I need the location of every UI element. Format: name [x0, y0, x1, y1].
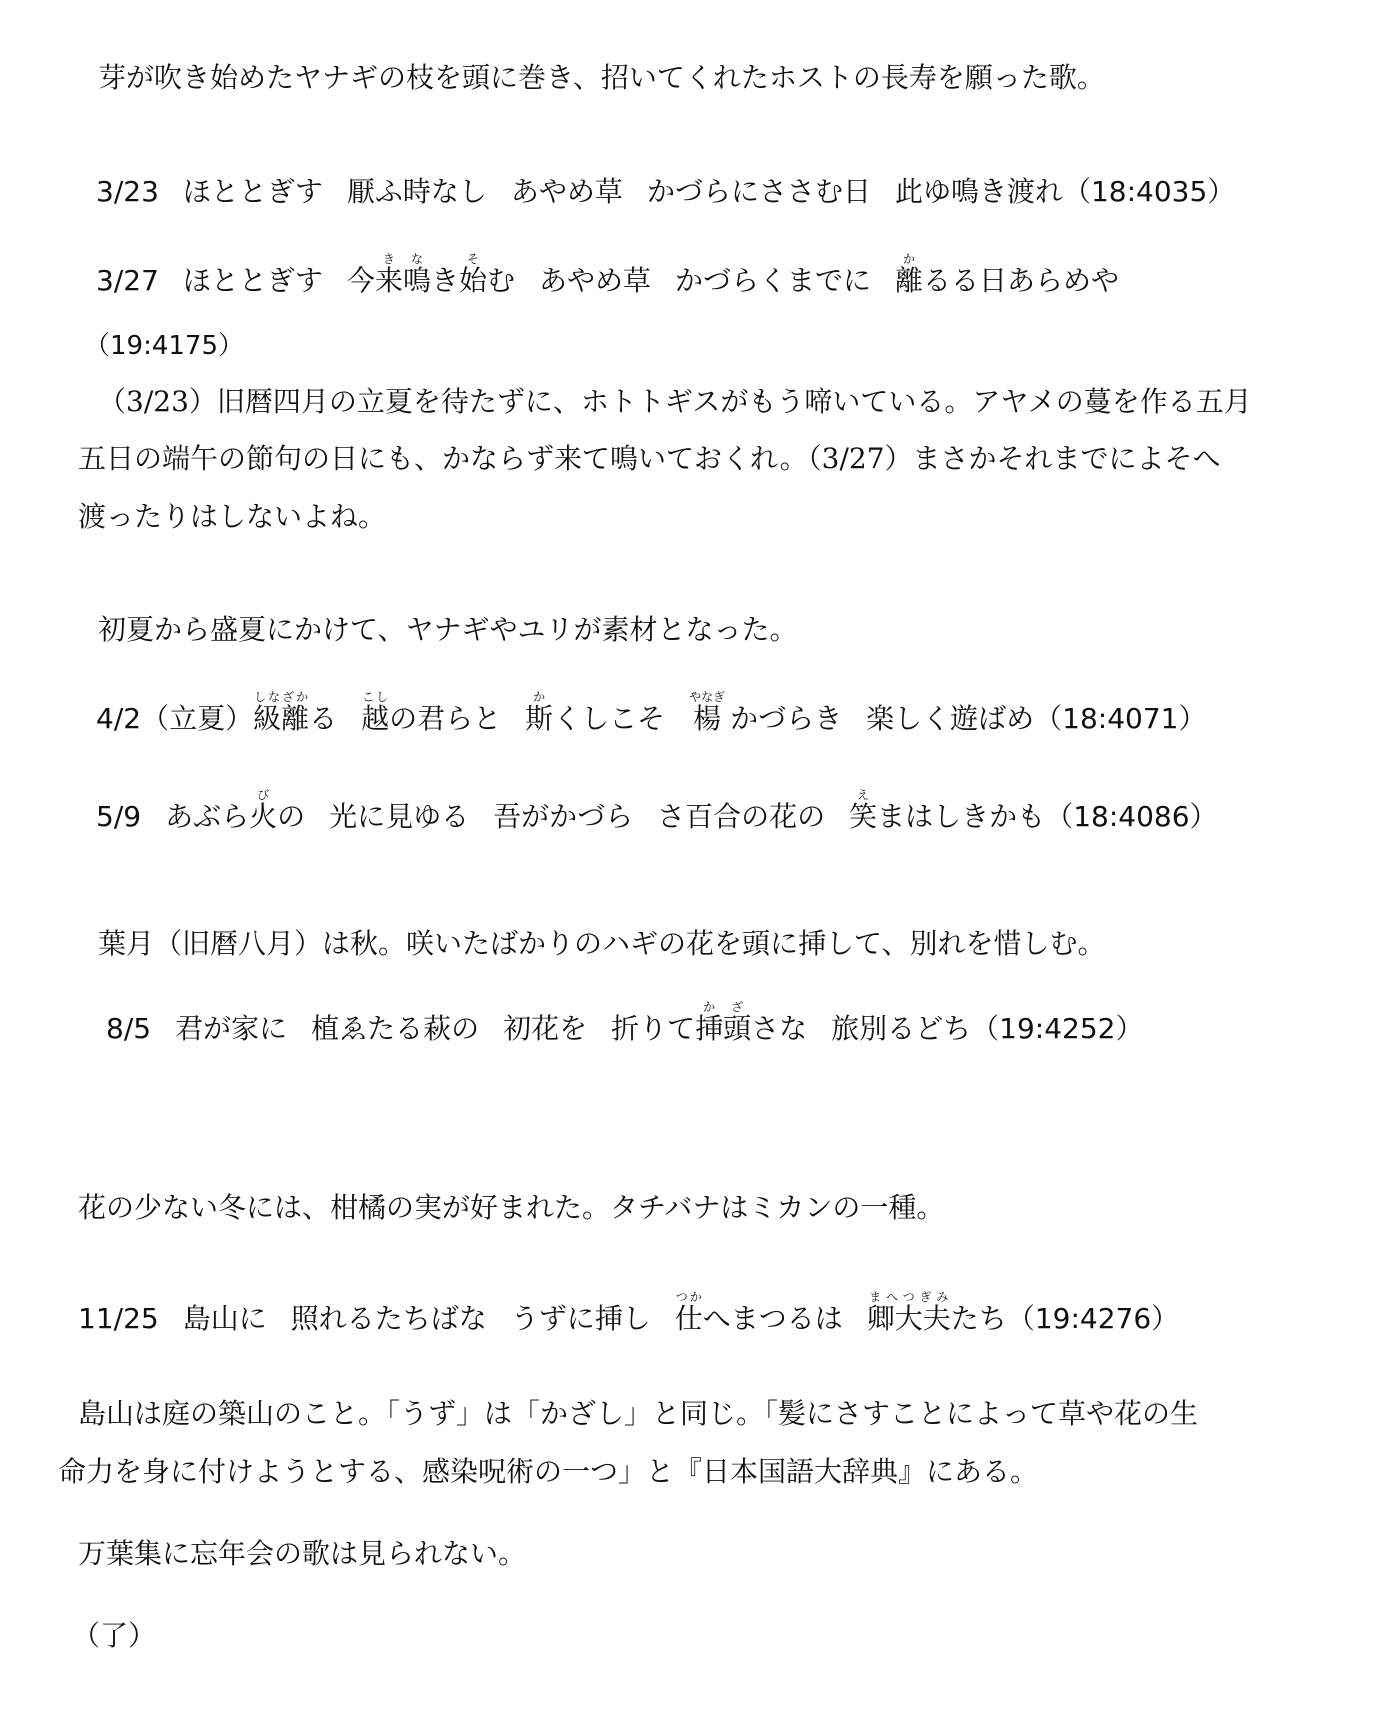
paragraph-shimayama-line-2: 命力を身に付けようとする、感染呪術の一つ」と『日本国語大辞典』にある。 — [58, 1455, 1039, 1488]
poem-date: 4/2（立夏） — [96, 702, 254, 735]
poem-5-9 — [96, 788, 1218, 835]
poem-date: 8/5 — [106, 1012, 152, 1045]
poem-segment: あやめ草 — [510, 175, 623, 208]
poem-4-2 — [96, 690, 1206, 737]
poem-segment: 厭ふ時なし — [346, 175, 487, 208]
poem-segment: 照れるたちばな — [290, 1302, 487, 1335]
poem-reference: （18:4035） — [1062, 175, 1236, 208]
poem-reference: （18:4071） — [1034, 702, 1207, 735]
poem-segment: 楊やなぎ かづらき — [689, 690, 843, 735]
paragraph-early-summer: 初夏から盛夏にかけて、ヤナギやユリが素材となった。 — [98, 613, 798, 646]
paragraph-willow-intro: 芽が吹き始めたヤナギの枝を頭に巻き、招いてくれたホストの長寿を願った歌。 — [98, 61, 1105, 94]
paragraph-hazuki: 葉月（旧暦八月）は秋。咲いたばかりのハギの花を頭に挿して、別れを惜しむ。 — [98, 927, 1106, 960]
poem-reference: （19:4276） — [1006, 1302, 1180, 1335]
poem-date: 3/23 — [96, 175, 159, 208]
poem-segment: 島山に — [182, 1302, 267, 1335]
poem-segment: ほととぎす — [182, 175, 323, 208]
poem-segment: 離かるる日あらめや — [895, 252, 1120, 297]
poem-3-23 — [96, 170, 1235, 210]
poem-segment: かづらにささむ日 — [646, 175, 871, 208]
paragraph-winter: 花の少ない冬には、柑橘の実が好まれた。タチバナはミカンの一種。 — [78, 1191, 945, 1224]
poem-8-5 — [106, 1000, 1144, 1047]
poem-segment: 楽しく遊ばめ — [866, 702, 1035, 735]
poem-segment: 今来き鳴なき始そむ — [346, 252, 515, 297]
paragraph-shimayama-line-1: 島山は庭の築山のこと。「うず」は「かざし」と同じ。「髪にさすことによって草や花の生 — [78, 1397, 1199, 1430]
paragraph-bonenkai: 万葉集に忘年会の歌は見られない。 — [78, 1537, 527, 1570]
poem-segment: 卿大夫まへつぎみたち — [866, 1290, 1007, 1335]
paragraph-hototogisu-line-2: 五日の端午の節句の日にも、かならず来て鳴いておくれ。（3/27）まさかそれまでによそへ — [78, 442, 1221, 475]
poem-segment: かづらくまでに — [675, 264, 872, 297]
poem-segment: 光に見ゆる — [329, 800, 470, 833]
poem-reference: （18:4086） — [1045, 800, 1218, 833]
poem-segment: 旅別るどち — [831, 1012, 972, 1045]
poem-segment: ほととぎす — [182, 264, 323, 297]
poem-segment: あぶら火びの — [165, 788, 306, 833]
poem-segment: 初花を — [503, 1012, 588, 1045]
poem-segment: 植ゑたる萩の — [311, 1012, 480, 1045]
paragraph-hototogisu-line-3: 渡ったりはしないよね。 — [78, 500, 387, 533]
poem-segment: 君が家に — [175, 1012, 288, 1045]
poem-date: 5/9 — [96, 800, 142, 833]
poem-segment: 級離しなざかる — [253, 690, 338, 735]
poem-segment: 吾がかづら — [493, 800, 634, 833]
poem-segment: 仕つかへまつるは — [674, 1290, 843, 1335]
poem-segment: さ百合の花の — [657, 800, 826, 833]
poem-reference: （19:4175） — [84, 331, 245, 361]
poem-11-25 — [78, 1290, 1179, 1337]
poem-segment: 折りて挿頭かざさな — [611, 1000, 808, 1045]
poem-segment: 此ゆ鳴き渡れ — [894, 175, 1063, 208]
poem-segment: 越こしの君らと — [361, 690, 502, 735]
paragraph-hototogisu-line-1: （3/23）旧暦四月の立夏を待たずに、ホトトギスがもう啼いている。アヤメの蔓を作る五月 — [98, 385, 1252, 418]
poem-segment: 斯かくしこそ — [525, 690, 666, 735]
poem-reference: （19:4252） — [971, 1012, 1144, 1045]
poem-segment: あやめ草 — [539, 264, 652, 297]
poem-segment: うずに挿し — [510, 1302, 651, 1335]
poem-segment: 笑えまはしきかも — [849, 788, 1046, 833]
poem-date: 11/25 — [78, 1302, 159, 1335]
end-mark: （了） — [72, 1619, 157, 1652]
poem-date: 3/27 — [96, 264, 159, 297]
poem-3-27 — [96, 252, 1119, 299]
